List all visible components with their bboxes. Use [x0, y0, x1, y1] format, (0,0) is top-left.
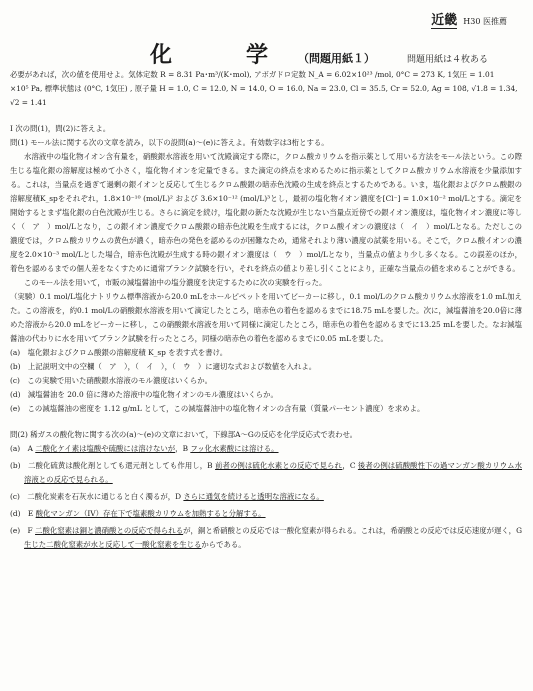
sheet-label: （問題用紙１）	[298, 52, 376, 65]
q2-b-underline-2: 後者の例は硫酸酸性下の過マンガン酸カリウム水溶液との反応で見られる。	[24, 461, 522, 484]
question-1-intro: 問(1) モール法に関する次の文章を読み，以下の設問(a)～(e)に答えよ。有効数字は3桁とする。	[10, 138, 329, 147]
constants-line-3: √2 = 1.41	[10, 98, 47, 107]
q2-item-e	[10, 524, 522, 552]
subquestion-c: (c) この実験で用いた硝酸銀水溶液のモル濃度はいくらか。	[10, 376, 213, 385]
q2-item-c	[10, 490, 522, 504]
q2-e-label: (e) F	[10, 526, 36, 535]
q2-item-a	[10, 442, 522, 456]
document-body	[10, 68, 522, 555]
q2-a-underline-2: フッ化水素酸には溶ける。	[190, 444, 279, 453]
title-row	[150, 38, 488, 69]
q2-e-underline-1: 二酸化窒素は銅と濃硝酸との反応で得られる	[35, 526, 184, 535]
university-name: 近畿	[431, 13, 458, 28]
q2-b-underline-1: 前者の例は硫化水素との反応で見られ	[215, 461, 343, 470]
q2-b-label: (b) 二酸化硫黄は酸化剤としても還元剤としても作用し，B	[10, 461, 216, 470]
subquestion-e: (e) この減塩醤油の密度を 1.12 g/mL として，この減塩醤油中の塩化物イオンの含有量（質量パーセント濃度）を求めよ。	[10, 404, 425, 413]
mohr-paragraph: 水溶液中の塩化物イオン含有量を，硝酸銀水溶液を用いて沈殿滴定する際に，クロム酸カリウムを指示薬として用いる方法をモール法という。この際生じる塩化銀の溶解度は極めて小さく，塩化物イオンを定量できる。また滴定の終点を求めるために指示薬としてクロム酸カリウム水溶液を少量添加する。これは，当量点を過ぎて過剰の銀イオンと反応して生じるクロム酸銀の暗赤色沈殿の生成を終点とするためである。いま，塩化銀およびクロム酸銀の溶解度積K_spをそれぞれ，1.8×10⁻¹⁰ (mol/L)² および 3.6×10⁻¹² (mol/L)³とし，最初の塩化物イオン濃度を[Cl⁻] = 1.0×10⁻² mol/Lとする。滴定を開始するとまず塩化銀の白色沈殿が生じる。さらに滴定を続け，塩化銀の新たな沈殿が生じない当量点近傍での銀イオン濃度は，塩化物イオン濃度に等しく（ ア ）mol/Lとなり，この銀イオン濃度でクロム酸銀の暗赤色沈殿を生成するには，クロム酸イオンの濃度は（ イ ）mol/Lとなる。ただしこの濃度では，クロム酸カリウムの黄色が濃く，暗赤色の発色を認めるのが困難なため，通常それより薄い濃度の試薬を用いる。そこで，クロム酸イオンの濃度を2.0×10⁻³ mol/Lとした場合，暗赤色沈殿が生成する時の銀イオン濃度は（ ウ ）mol/Lとなり，当量点の値より少し多くなる。この誤差のほか，着色を認めるまでの個人差をなくすために通常ブランク試験を行い，それを終点の値より差し引くことにより，正確な当量点の値を求めることができる。	[10, 152, 522, 273]
q2-c-underline: さらに通気を続けると透明な溶液になる。	[183, 492, 324, 501]
q2-a-underline-1: 二酸化ケイ素は塩酸や硫酸には溶けないが	[35, 444, 176, 453]
question-2-intro: 問(2) 稀ガスの酸化物に関する次の(a)～(e)の文章において，下線部A～Gの反応を化学反応式で表わせ。	[10, 430, 358, 439]
q2-item-b	[10, 459, 522, 487]
constants-line-1: 必要があれば，次の値を使用せよ。気体定数 R = 8.31 Pa･m³/(K･mol), アボガドロ定数 N_A = 6.02×10²³ /mol, 0°C = 273 K, 1気圧 = 1.01	[10, 70, 495, 79]
section-heading: Ⅰ 次の問(1)，問(2)に答えよ。	[10, 124, 111, 133]
q2-d-underline: 酸化マンガン（IV）存在下で塩素酸カリウムを加熱すると分解する。	[35, 509, 266, 518]
exam-header	[431, 14, 507, 29]
page-title: 化 学	[150, 42, 295, 68]
q2-a-mid: ，B	[175, 444, 191, 453]
q2-e-underline-2: 生じた二酸化窒素が水と反応して一酸化窒素を生じる	[24, 540, 202, 549]
experiment-text: （実験）0.1 mol/L塩化ナトリウム標準溶液から20.0 mLをホールピペットを用いてビーカーに移し，0.1 mol/Lのクロム酸カリウム水溶液を1.0 mL加えた。この溶液を，約0.1 mol/Lの硝酸銀水溶液を用いて滴定したところ，暗赤色の着色を認めるまでに18.75 mLを要した。次に，減塩醤油を20.0倍に薄めた溶液から20.0 mLをビーカーに移し，この硝酸銀水溶液を用いて同様に滴定したところ，暗赤色の着色を認めるまでに13.25 mLを要した。なお減塩醤油の代わりに水を用いてブランク試験を行ったところ，同様の暗赤色の着色を認めるまでに0.05 mLを要した。	[10, 292, 522, 343]
q2-item-d	[10, 507, 522, 521]
q2-b-mid: ，C	[342, 461, 358, 470]
subquestion-b: (b) 上記説明文中の空欄（ ア ），（ イ ），（ ウ ）に適切な式および数値を入れよ。	[10, 362, 317, 371]
q2-d-label: (d) E	[10, 509, 36, 518]
subquestion-a: (a) 塩化銀およびクロム酸銀の溶解度積 K_sp を表す式を書け。	[10, 348, 228, 357]
q2-e-post: からである。	[201, 540, 246, 549]
q2-c-label: (c) 二酸化炭素を石灰水に通じると白く濁るが，D	[10, 492, 184, 501]
sheet-note: 問題用紙は４枚ある	[407, 55, 489, 65]
subquestion-d: (d) 減塩醤油を 20.0 倍に薄めた溶液中の塩化物イオンのモル濃度はいくらか。	[10, 390, 278, 399]
q2-a-label: (a) A	[10, 444, 36, 453]
q2-e-mid: が，銅と希硝酸との反応では一酸化窒素が得られる。これは，希硝酸との反応では反応速度が遅く，G	[183, 526, 522, 535]
exam-code: H30 医推薦	[463, 17, 507, 26]
constants-line-2: ×10⁵ Pa, 標準状態は (0°C, 1気圧) , 原子量 H = 1.0, C = 12.0, N = 14.0, O = 16.0, Na = 23.0, Cl = 35.5, Cr = 52.0, Ag = 108, √1.8 = 1.34,	[10, 84, 518, 93]
experiment-intro: このモール法を用いて，市販の減塩醤油中の塩分濃度を決定するために次の実験を行った。	[24, 278, 327, 287]
